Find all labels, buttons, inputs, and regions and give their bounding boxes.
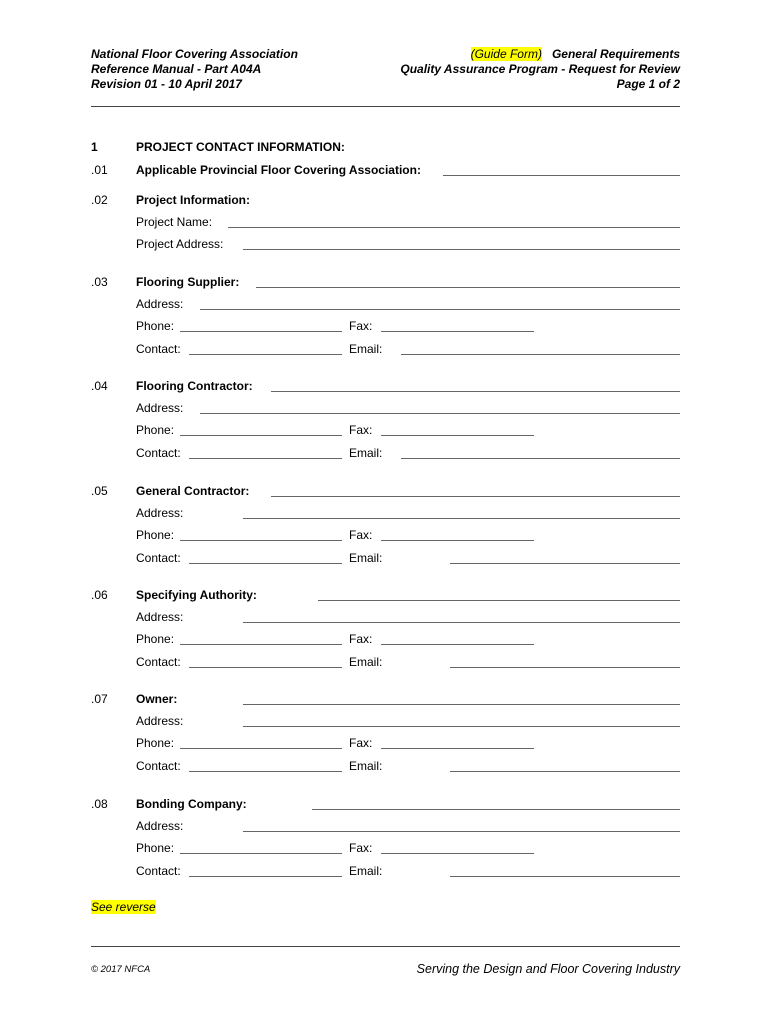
party-label: Bonding Company: xyxy=(136,797,247,811)
phone-field[interactable] xyxy=(180,748,342,749)
party-number: .06 xyxy=(91,588,108,602)
header-rule xyxy=(91,106,680,107)
address-label: Address: xyxy=(136,401,184,415)
header-left xyxy=(91,47,298,92)
contact-label: Contact: xyxy=(136,446,181,460)
contact-label: Contact: xyxy=(136,864,181,878)
fax-field[interactable] xyxy=(381,853,534,854)
item-01-number: .01 xyxy=(91,163,108,177)
see-reverse-note: See reverse xyxy=(91,900,156,914)
footer-rule xyxy=(91,946,680,947)
party-name-field[interactable] xyxy=(318,600,680,601)
phone-label: Phone: xyxy=(136,736,175,750)
contact-field[interactable] xyxy=(189,771,342,772)
phone-label: Phone: xyxy=(136,632,175,646)
phone-field[interactable] xyxy=(180,644,342,645)
email-field[interactable] xyxy=(401,354,680,355)
project-name-field[interactable] xyxy=(228,227,680,228)
phone-label: Phone: xyxy=(136,841,175,855)
revision: Revision 01 - 10 April 2017 xyxy=(91,77,242,91)
page-number: Page 1 of 2 xyxy=(616,77,680,91)
address-label: Address: xyxy=(136,819,184,833)
project-name-label: Project Name: xyxy=(136,215,213,229)
contact-field[interactable] xyxy=(189,563,342,564)
fax-label: Fax: xyxy=(349,319,373,333)
section-number: 1 xyxy=(91,140,98,154)
association-field[interactable] xyxy=(443,175,680,176)
party-label: General Contractor: xyxy=(136,484,250,498)
party-label: Flooring Contractor: xyxy=(136,379,253,393)
fax-label: Fax: xyxy=(349,423,373,437)
footer-tagline: Serving the Design and Floor Covering Industry xyxy=(416,962,680,976)
address-label: Address: xyxy=(136,610,184,624)
manual-ref: Reference Manual - Part A04A xyxy=(91,62,262,76)
email-label: Email: xyxy=(349,864,383,878)
phone-field[interactable] xyxy=(180,331,342,332)
guide-form-highlight: (Guide Form) xyxy=(470,47,542,61)
party-name-field[interactable] xyxy=(271,496,680,497)
fax-label: Fax: xyxy=(349,736,373,750)
address-label: Address: xyxy=(136,506,184,520)
fax-field[interactable] xyxy=(381,644,534,645)
item-01-label: Applicable Provincial Floor Covering Association: xyxy=(136,163,421,177)
fax-field[interactable] xyxy=(381,748,534,749)
address-field[interactable] xyxy=(243,518,680,519)
contact-field[interactable] xyxy=(189,354,342,355)
fax-label: Fax: xyxy=(349,841,373,855)
project-address-label: Project Address: xyxy=(136,237,224,251)
fax-field[interactable] xyxy=(381,435,534,436)
address-field[interactable] xyxy=(200,309,680,310)
copyright: © 2017 NFCA xyxy=(91,964,151,975)
party-name-field[interactable] xyxy=(243,704,680,705)
form-subtitle: Quality Assurance Program - Request for Review xyxy=(400,62,680,76)
party-label: Specifying Authority: xyxy=(136,588,257,602)
email-field[interactable] xyxy=(450,771,680,772)
address-field[interactable] xyxy=(200,413,680,414)
email-field[interactable] xyxy=(450,667,680,668)
form-title xyxy=(400,47,680,62)
party-name-field[interactable] xyxy=(256,287,680,288)
phone-field[interactable] xyxy=(180,540,342,541)
party-number: .07 xyxy=(91,692,108,706)
party-number: .08 xyxy=(91,797,108,811)
email-field[interactable] xyxy=(401,458,680,459)
project-address-field[interactable] xyxy=(243,249,680,250)
item-02-number: .02 xyxy=(91,193,108,207)
party-label: Flooring Supplier: xyxy=(136,275,240,289)
phone-field[interactable] xyxy=(180,435,342,436)
party-number: .05 xyxy=(91,484,108,498)
phone-field[interactable] xyxy=(180,853,342,854)
fax-label: Fax: xyxy=(349,528,373,542)
phone-label: Phone: xyxy=(136,319,175,333)
party-number: .03 xyxy=(91,275,108,289)
email-label: Email: xyxy=(349,759,383,773)
phone-label: Phone: xyxy=(136,528,175,542)
email-field[interactable] xyxy=(450,563,680,564)
phone-label: Phone: xyxy=(136,423,175,437)
address-label: Address: xyxy=(136,714,184,728)
contact-label: Contact: xyxy=(136,551,181,565)
address-field[interactable] xyxy=(243,726,680,727)
item-02-label: Project Information: xyxy=(136,193,251,207)
address-field[interactable] xyxy=(243,622,680,623)
org-name: National Floor Covering Association xyxy=(91,47,298,61)
contact-field[interactable] xyxy=(189,876,342,877)
party-number: .04 xyxy=(91,379,108,393)
address-label: Address: xyxy=(136,297,184,311)
contact-field[interactable] xyxy=(189,667,342,668)
email-label: Email: xyxy=(349,551,383,565)
fax-label: Fax: xyxy=(349,632,373,646)
party-label: Owner: xyxy=(136,692,178,706)
contact-label: Contact: xyxy=(136,759,181,773)
party-name-field[interactable] xyxy=(312,809,680,810)
fax-field[interactable] xyxy=(381,540,534,541)
fax-field[interactable] xyxy=(381,331,534,332)
section-title: PROJECT CONTACT INFORMATION: xyxy=(136,140,345,154)
contact-label: Contact: xyxy=(136,342,181,356)
party-name-field[interactable] xyxy=(271,391,680,392)
address-field[interactable] xyxy=(243,831,680,832)
contact-label: Contact: xyxy=(136,655,181,669)
general-requirements: General Requirements xyxy=(551,47,680,61)
header-right xyxy=(400,47,680,92)
contact-field[interactable] xyxy=(189,458,342,459)
email-field[interactable] xyxy=(450,876,680,877)
email-label: Email: xyxy=(349,446,383,460)
email-label: Email: xyxy=(349,342,383,356)
email-label: Email: xyxy=(349,655,383,669)
